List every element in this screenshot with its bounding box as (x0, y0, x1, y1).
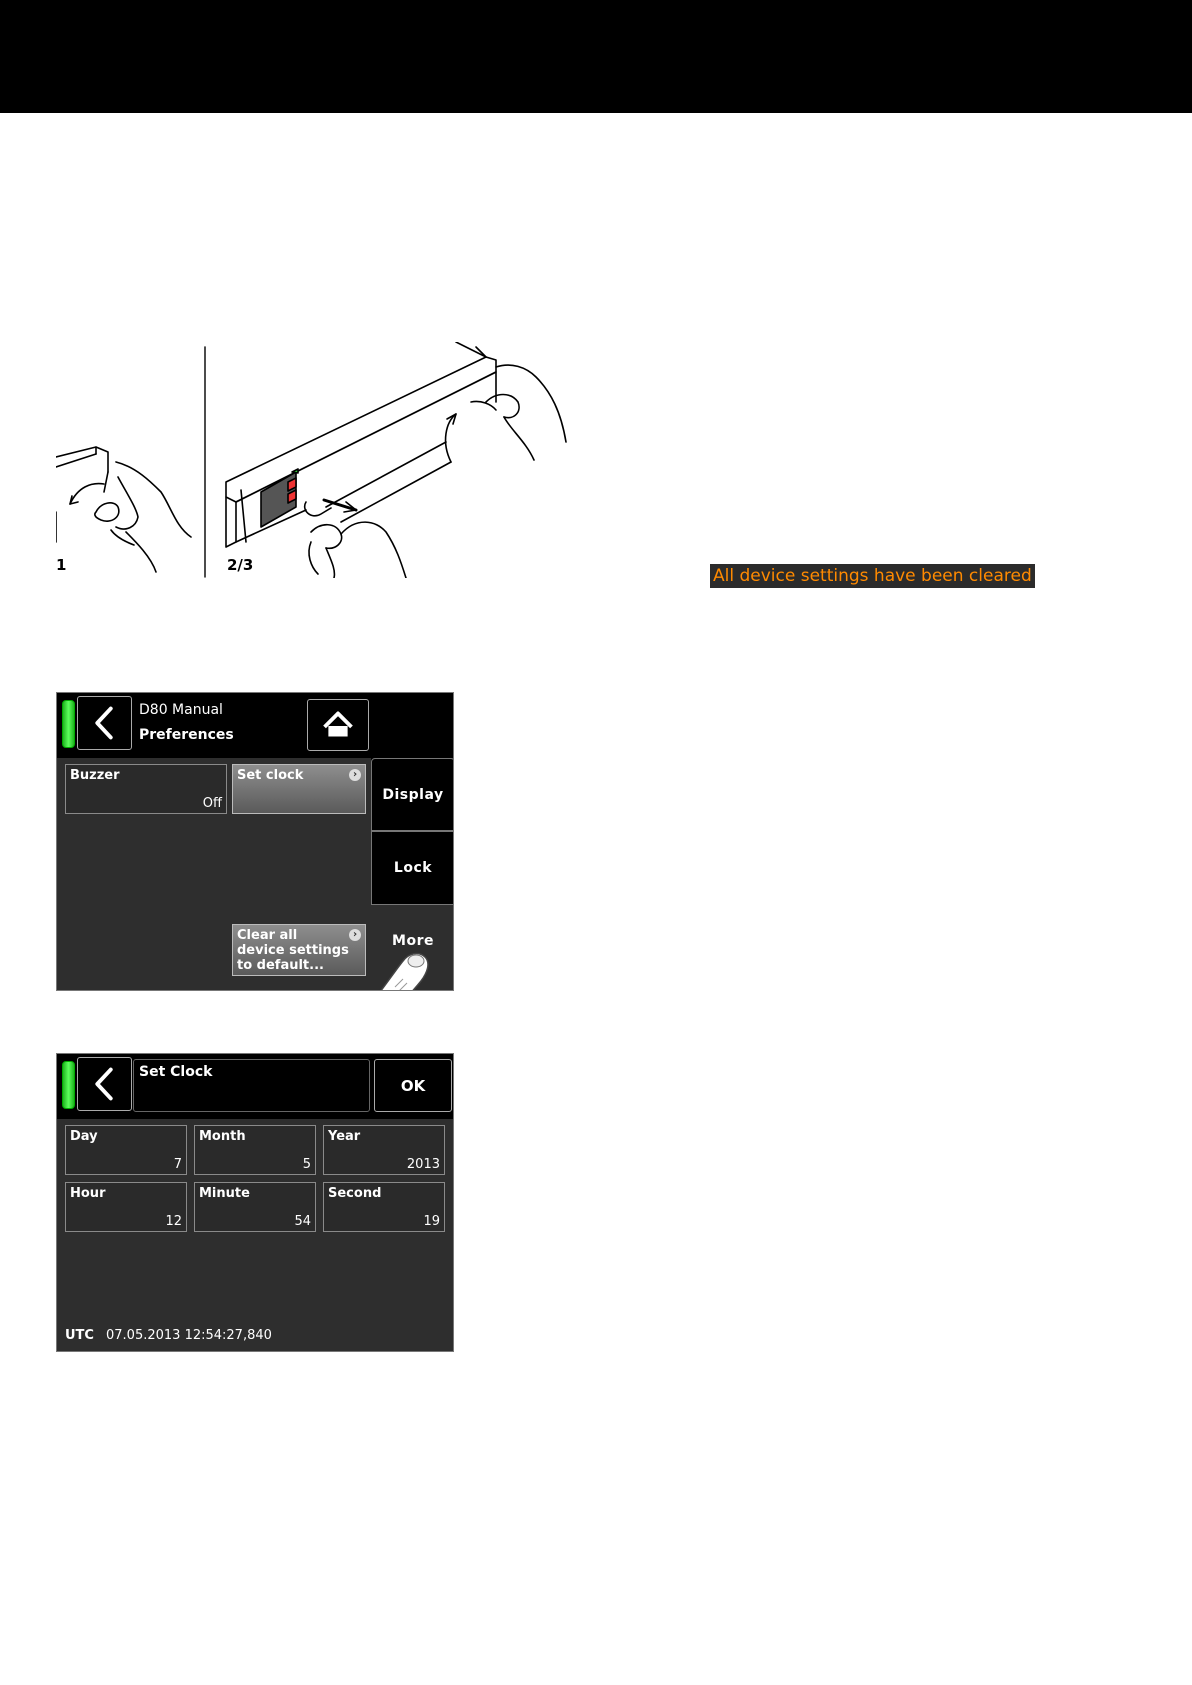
back-button[interactable] (77, 1057, 132, 1111)
field-value: 12 (165, 1214, 182, 1229)
utc-label: UTC (65, 1328, 94, 1343)
set-clock-button[interactable] (232, 764, 366, 814)
field-label: Year (328, 1129, 361, 1144)
field-value: 5 (302, 1157, 311, 1172)
page-header-bar (0, 0, 1192, 113)
utc-timestamp: 07.05.2013 12:54:27,840 (106, 1328, 272, 1343)
set-clock-label: Set clock (237, 768, 304, 783)
month-field[interactable] (194, 1125, 316, 1175)
home-button[interactable] (307, 699, 369, 751)
ok-label: OK (400, 1076, 426, 1095)
tab-more[interactable]: More (371, 905, 454, 991)
settings-cleared-message: All device settings have been cleared (710, 564, 1035, 588)
hour-field[interactable] (65, 1182, 187, 1232)
home-icon (308, 700, 368, 750)
clear-settings-button[interactable] (232, 924, 366, 976)
field-label: Minute (199, 1186, 250, 1201)
minute-field[interactable] (194, 1182, 316, 1232)
field-label: Hour (70, 1186, 106, 1201)
device-name: D80 Manual (139, 702, 223, 718)
installation-illustration (56, 342, 576, 578)
preferences-screen (56, 692, 454, 991)
back-arrow-icon (78, 697, 131, 749)
set-clock-screen (56, 1053, 454, 1352)
year-field[interactable] (323, 1125, 445, 1175)
back-button[interactable] (77, 696, 132, 750)
chevron-right-icon: › (349, 769, 361, 781)
step-1-label: 1 (56, 556, 67, 574)
day-field[interactable] (65, 1125, 187, 1175)
field-value: 7 (173, 1157, 182, 1172)
clear-settings-label: Clear all device settings to default... (237, 928, 349, 973)
field-value: 54 (294, 1214, 311, 1229)
chevron-right-icon: › (349, 929, 361, 941)
title-box (133, 1059, 370, 1112)
second-field[interactable] (323, 1182, 445, 1232)
buzzer-label: Buzzer (70, 768, 120, 783)
field-value: 2013 (406, 1157, 440, 1172)
ok-button[interactable] (374, 1059, 452, 1112)
field-label: Day (70, 1129, 98, 1144)
tab-display[interactable]: Display (371, 758, 454, 831)
buzzer-field[interactable] (65, 764, 227, 814)
preferences-content-panel (57, 758, 371, 991)
field-label: Month (199, 1129, 246, 1144)
clock-content-panel (57, 1119, 454, 1352)
buzzer-value: Off (202, 796, 222, 811)
step-2-3-label: 2/3 (227, 556, 254, 574)
field-label: Second (328, 1186, 382, 1201)
finger-tap-icon (367, 941, 447, 991)
back-arrow-icon (78, 1058, 131, 1110)
status-led (62, 700, 75, 748)
rack-handle-drawing (56, 342, 576, 578)
page-title: Set Clock (139, 1064, 213, 1080)
page-title: Preferences (139, 727, 234, 743)
tab-lock[interactable]: Lock (371, 831, 454, 905)
field-value: 19 (423, 1214, 440, 1229)
status-led (62, 1061, 75, 1109)
